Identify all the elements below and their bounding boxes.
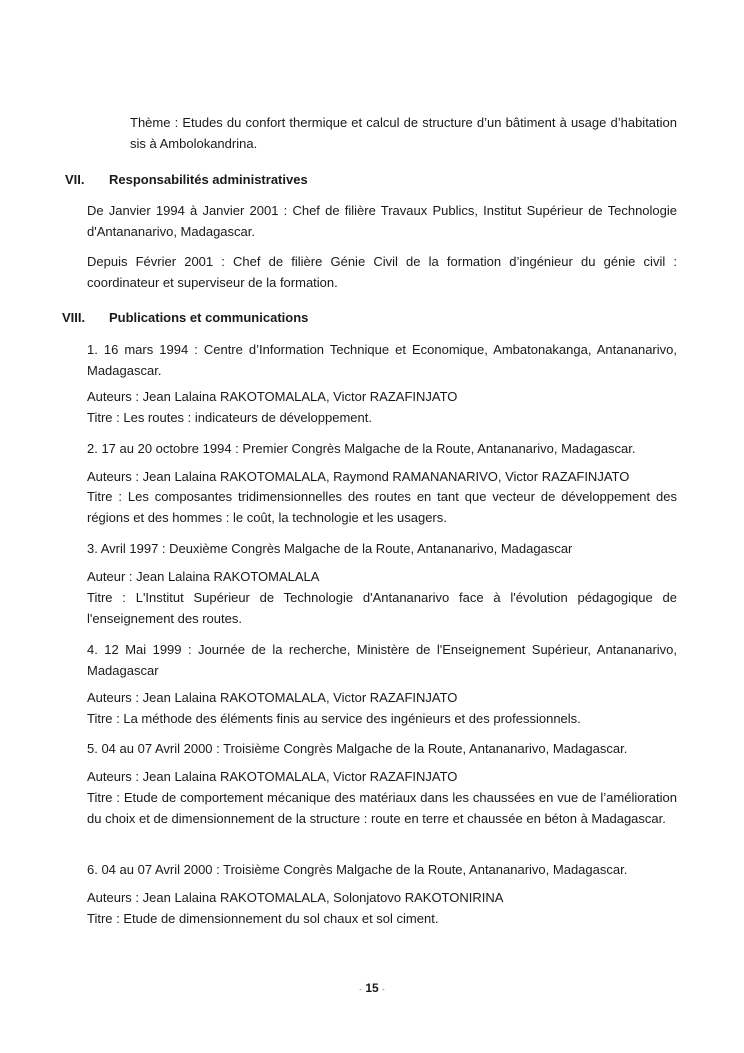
publication-1-authors: Auteurs : Jean Lalaina RAKOTOMALALA, Victor RAZAFINJATO: [87, 389, 458, 404]
publication-4-authors: Auteurs : Jean Lalaina RAKOTOMALALA, Victor RAZAFINJATO: [87, 690, 458, 705]
section-viii-title: Publications et communications: [109, 310, 309, 325]
section-vii-title: Responsabilités administratives: [109, 172, 308, 187]
publication-6-event: 6. 04 au 07 Avril 2000 : Troisième Congrès Malgache de la Route, Antananarivo, Madagascar.: [87, 862, 628, 877]
publication-5-details: [87, 767, 677, 788]
publication-1-event: 1. 16 mars 1994 : Centre d’Information Technique et Economique, Ambatonakanga, Antananarivo, Madagascar.: [87, 342, 677, 378]
publication-5-title: Titre : Etude de comportement mécanique des matériaux dans les chaussées en vue de l’amélioration du choix et de dimensionnement de la structure : route en terre et chaussée en béton à Madagascar.: [87, 790, 677, 826]
publication-3-authors: Auteur : Jean Lalaina RAKOTOMALALA: [87, 569, 320, 584]
publication-6-authors: Auteurs : Jean Lalaina RAKOTOMALALA, Solonjatovo RAKOTONIRINA: [87, 890, 504, 905]
publication-1-title: Titre : Les routes : indicateurs de développement.: [87, 409, 372, 425]
theme-paragraph: Thème : Etudes du confort thermique et calcul de structure d’un bâtiment à usage d’habitation sis à Ambolokandrina.: [130, 115, 677, 151]
publication-6-details: [87, 888, 677, 929]
publication-4-event: 4. 12 Mai 1999 : Journée de la recherche, Ministère de l'Enseignement Supérieur, Antananarivo, Madagascar: [87, 642, 677, 678]
section-vii-number: VII.: [65, 172, 85, 187]
publication-3-event: 3. Avril 1997 : Deuxième Congrès Malgache de la Route, Antananarivo, Madagascar: [87, 541, 573, 556]
publication-3-details: [87, 567, 677, 588]
footer-dash-left: -: [359, 985, 362, 994]
page-number: 15: [365, 981, 379, 995]
publication-2-details: [87, 467, 677, 488]
section-vii-paragraph-1: De Janvier 1994 à Janvier 2001 : Chef de filière Travaux Publics, Institut Supérieur de Technologie d'Antananarivo, Madagascar.: [87, 203, 677, 239]
publication-6-title: Titre : Etude de dimensionnement du sol chaux et sol ciment.: [87, 910, 439, 926]
footer-dash-right: -: [382, 985, 385, 994]
publication-2-authors: Auteurs : Jean Lalaina RAKOTOMALALA, Raymond RAMANANARIVO, Victor RAZAFINJATO: [87, 469, 630, 484]
publication-3-title: Titre : L'Institut Supérieur de Technologie d'Antananarivo face à l'évolution pédagogique de l'enseignement des routes.: [87, 590, 677, 626]
page-footer: [0, 981, 744, 995]
publication-2-title: Titre : Les composantes tridimensionnelles des routes en tant que vecteur de développement des régions et des hommes : le coût, la technologie et les usagers.: [87, 489, 677, 525]
publication-2-event: 2. 17 au 20 octobre 1994 : Premier Congrès Malgache de la Route, Antananarivo, Madagascar.: [87, 441, 636, 456]
section-viii-number: VIII.: [62, 310, 86, 325]
publication-5-event: 5. 04 au 07 Avril 2000 : Troisième Congrès Malgache de la Route, Antananarivo, Madagascar.: [87, 741, 628, 756]
publication-5-authors: Auteurs : Jean Lalaina RAKOTOMALALA, Victor RAZAFINJATO: [87, 769, 458, 784]
publication-4-details: [87, 688, 677, 729]
publication-4-title: Titre : La méthode des éléments finis au service des ingénieurs et des professionnels.: [87, 710, 581, 726]
section-vii-paragraph-2: Depuis Février 2001 : Chef de filière Génie Civil de la formation d’ingénieur du génie civil : coordinateur et superviseur de la formation.: [87, 254, 677, 290]
publication-1-details: [87, 387, 677, 428]
